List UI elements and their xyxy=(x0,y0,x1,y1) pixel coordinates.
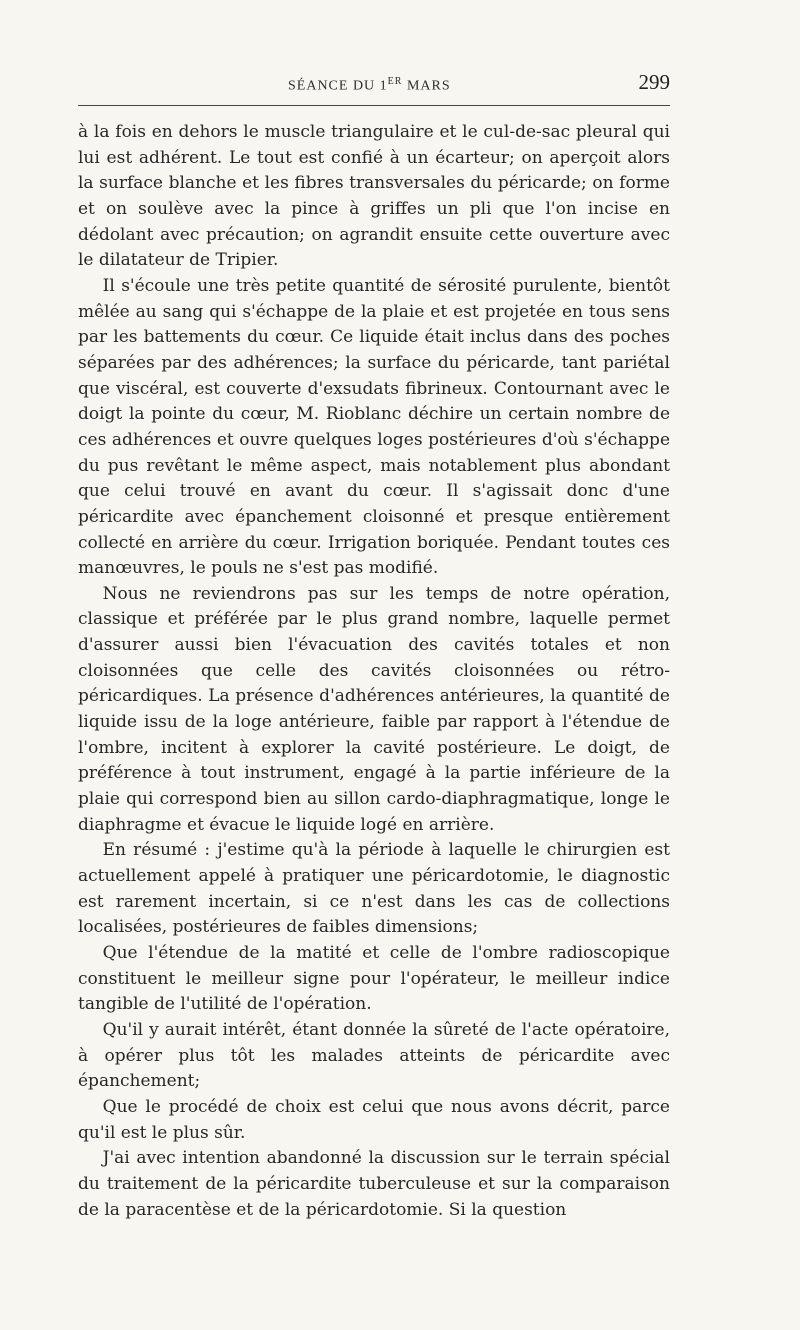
running-head-prefix: SÉANCE DU 1 xyxy=(288,78,388,94)
running-head xyxy=(288,76,451,95)
paragraph-interet: Qu'il y aurait intérêt, étant donnée la sûreté de l'acte opératoire, à opérer plus tôt les malades atteints de péricardite avec épanchement; xyxy=(78,1019,670,1092)
header-rule xyxy=(78,105,670,106)
paragraph-procede: Que le procédé de choix est celui que nous avons décrit, parce qu'il est le plus sûr. xyxy=(78,1096,670,1143)
paragraph-continuation: à la fois en dehors le muscle triangulaire et le cul-de-sac pleural qui lui est adhérent. Le tout est confié à un écarteur; on aperçoit alors la surface blanche et les fibres transversales du péricarde; on forme et on soulève avec la pince à griffes un pli que l'on incise en dédolant avec précaution; on agrandit ensuite cette ouverture avec le dilatateur de Tripier. xyxy=(78,122,670,271)
paragraph-resume: En résumé : j'estime qu'à la période à laquelle le chirurgien est actuellement appelé à pratiquer une péricardotomie, le diagnostic est rarement incertain, si ce n'est dans les cas de collections localisées, postérieures de faibles dimensions; xyxy=(78,840,670,938)
paragraph-matite: Que l'étendue de la matité et celle de l'ombre radioscopique constituent le meilleur signe pour l'opérateur, le meilleur indice tangible de l'utilité de l'opération. xyxy=(78,943,670,1015)
running-head-superscript: ER xyxy=(387,76,403,87)
running-head-suffix: MARS xyxy=(402,78,451,94)
page-header xyxy=(78,70,670,100)
paragraph-intention: J'ai avec intention abandonné la discussion sur le terrain spécial du traitement de la péricardite tuberculeuse et sur la comparaison de la paracentèse et de la péricardotomie. Si la question xyxy=(78,1148,670,1220)
paragraph-seroite-purulente: Il s'écoule une très petite quantité de sérosité purulente, bientôt mêlée au sang qui s'échappe de la plaie et est projetée en tous sens par les battements du cœur. Ce liquide était inclus dans des poches séparées par des adhérences; la surface du péricarde, tant pariétal que viscéral, est couverte d'exsudats fibrineux. Contournant avec le doigt la pointe du cœur, M. Rioblanc déchire un certain nombre de ces adhérences et ouvre quelques loges postérieures d'où s'échappe du pus revêtant le même aspect, mais notablement plus abondant que celui trouvé en avant du cœur. Il s'agissait donc d'une péricardite avec épanchement cloisonné et presque entièrement collecté en arrière du cœur. Irrigation boriquée. Pendant toutes ces manœuvres, le pouls ne s'est pas modifié. xyxy=(78,275,670,579)
body-text xyxy=(78,120,670,1223)
page-number: 299 xyxy=(638,70,670,94)
paragraph-operation: Nous ne reviendrons pas sur les temps de notre opération, classique et préférée par le plus grand nombre, laquelle permet d'assurer aussi bien l'évacuation des cavités totales et non cloisonnées que celle des cavités cloisonnées ou rétro-péricardiques. La présence d'adhérences antérieures, la quantité de liquide issu de la loge antérieure, faible par rapport à l'étendue de l'ombre, incitent à explorer la cavité postérieure. Le doigt, de préférence à tout instrument, engagé à la partie inférieure de la plaie qui correspond bien au sillon cardo-diaphragmatique, longe le diaphragme et évacue le liquide logé en arrière. xyxy=(78,583,670,835)
